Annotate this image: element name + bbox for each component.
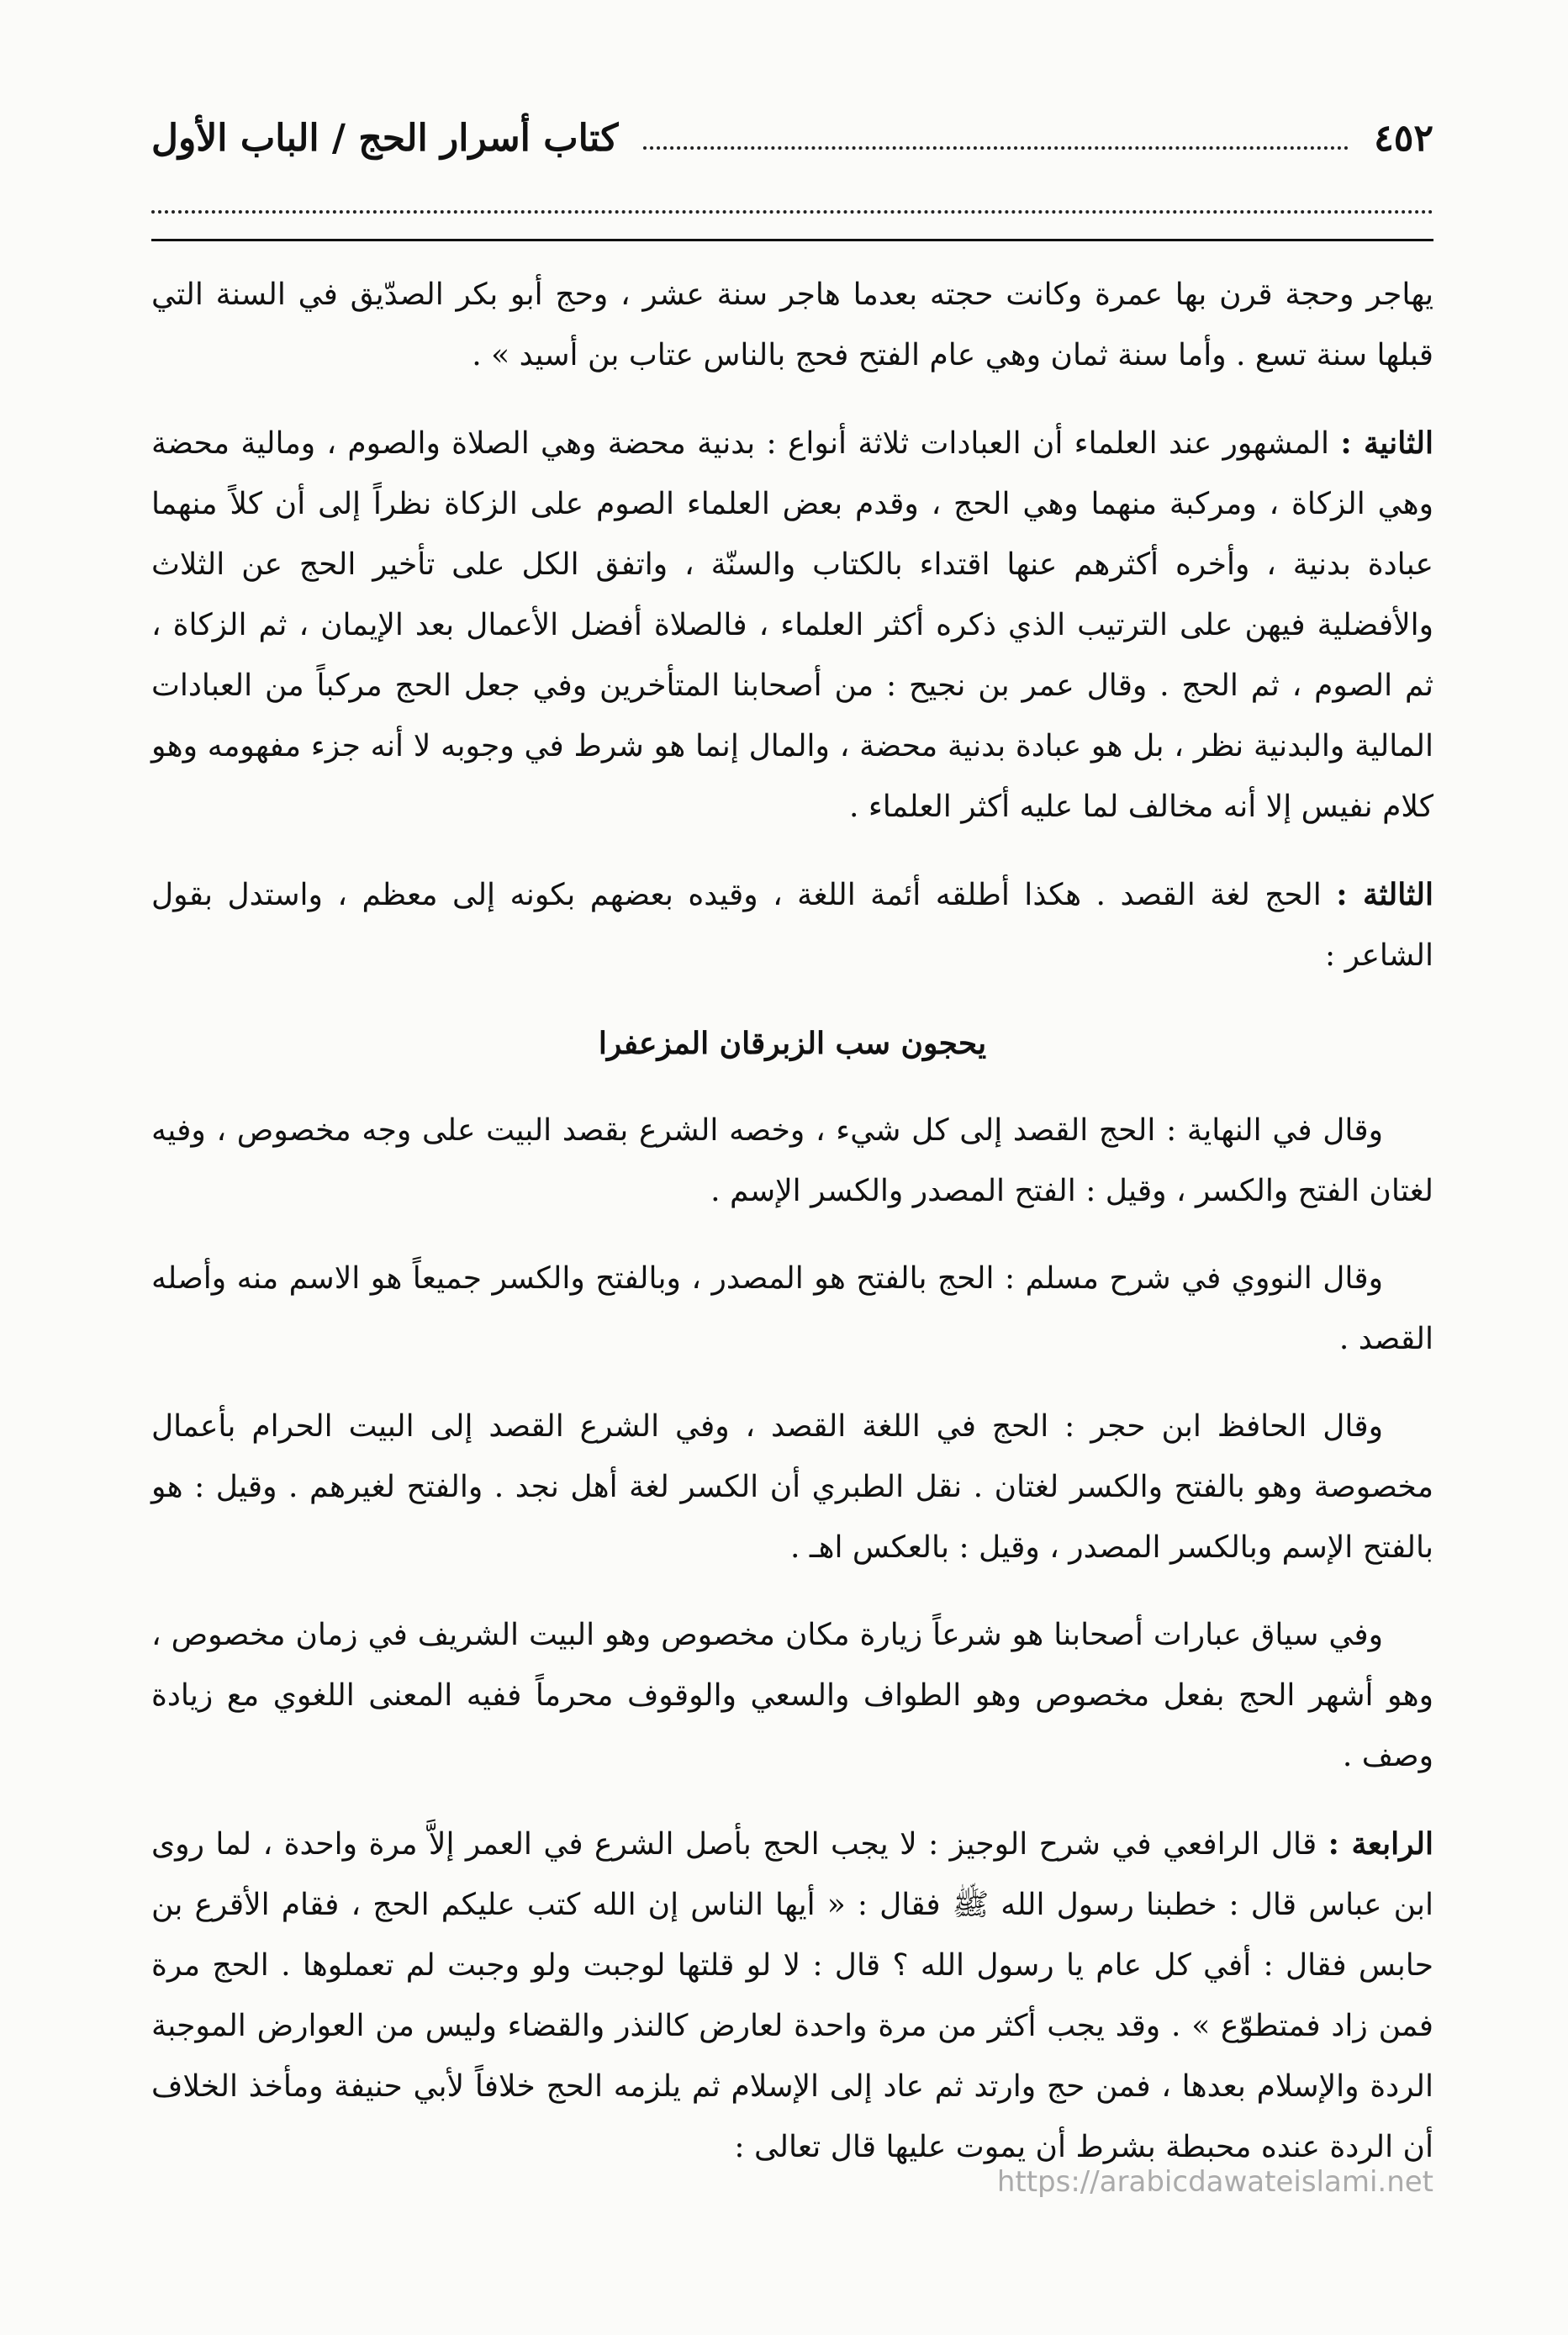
header-dot-leader <box>643 146 1349 150</box>
page-number: ٤٥٢ <box>1374 117 1433 160</box>
running-title: كتاب أسرار الحج / الباب الأول <box>151 117 619 160</box>
section-lead-third: الثالثة : <box>1336 877 1433 912</box>
header-rule <box>151 239 1433 241</box>
paragraph-nawawi: وقال النووي في شرح مسلم : الحج بالفتح هو المصدر ، وبالفتح والكسر جميعاً هو الاسم منه وأصله القصد . <box>151 1261 1433 1356</box>
paragraph-fourth <box>151 1814 1433 2178</box>
paragraph-ashab: وفي سياق عبارات أصحابنا هو شرعاً زيارة مكان مخصوص وهو البيت الشريف في زمان مخصوص ، وهو أشهر الحج بفعل مخصوص وهو الطواف والسعي والوقوف محرماً ففيه المعنى اللغوي مع زيادة وصف . <box>151 1618 1433 1773</box>
paragraph-third-text: الحج لغة القصد . هكذا أطلقه أئمة اللغة ، وقيده بعضهم بكونه إلى معظم ، واستدل بقول الشاعر : <box>151 878 1433 973</box>
paragraph-second-text: المشهور عند العلماء أن العبادات ثلاثة أنواع : بدنية محضة وهي الصلاة والصوم ، ومالية محضة وهي الزكاة ، ومركبة منهما وهي الحج ، وقدم بعض العلماء الصوم على الزكاة نظراً إلى أن كلاً منهما عبادة بدنية ، وأخره أكثرهم عنها اقتداء بالكتاب والسنّة ، واتفق الكل على تأخير الحج عن الثلاث والأفضلية فيهن على الترتيب الذي ذكره أكثر العلماء ، فالصلاة أفضل الأعمال بعد الإيمان ، ثم الزكاة ، ثم الصوم ، ثم الحج . وقال عمر بن نجيح : من أصحابنا المتأخرين وفي جعل الحج مركباً من العبادات المالية والبدنية نظر ، بل هو عبادة بدنية محضة ، والمال إنما هو شرط في وجوبه لا أنه جزء مفهومه وهو كلام نفيس إلا أنه مخالف لما عليه أكثر العلماء . <box>151 426 1433 824</box>
section-lead-fourth: الرابعة : <box>1328 1826 1433 1862</box>
paragraph-continuation: يهاجر وحجة قرن بها عمرة وكانت حجته بعدما هاجر سنة عشر ، وحج أبو بكر الصدّيق في السنة التي قبلها سنة تسع . وأما سنة ثمان وهي عام الفتح فحج بالناس عتاب بن أسيد » . <box>151 277 1433 372</box>
paragraph-third <box>151 864 1433 986</box>
paragraph-fourth-text: قال الرافعي في شرح الوجيز : لا يجب الحج بأصل الشرع في العمر إلاَّ مرة واحدة ، لما روى ابن عباس قال : خطبنا رسول الله ﷺ فقال : « أيها الناس إن الله كتب عليكم الحج ، فقام الأقرع بن حابس فقال : أفي كل عام يا رسول الله ؟ قال : لا لو قلتها لوجبت ولو وجبت لم تعملوها . الحج مرة فمن زاد فمتطوّع » . وقد يجب أكثر من مرة واحدة لعارض كالنذر والقضاء وليس من العوارض الموجبة الردة والإسلام بعدها ، فمن حج وارتد ثم عاد إلى الإسلام ثم يلزمه الحج خلافاً لأبي حنيفة ومأخذ الخلاف أن الردة عنده محبطة بشرط أن يموت عليها قال تعالى : <box>151 1827 1433 2164</box>
section-lead-second: الثانية : <box>1340 425 1433 461</box>
paragraph-second <box>151 413 1433 837</box>
paragraph-ibn-hajar: وقال الحافظ ابن حجر : الحج في اللغة القصد ، وفي الشرع القصد إلى البيت الحرام بأعمال مخصوصة وهو بالفتح والكسر لغتان . نقل الطبري أن الكسر لغة أهل نجد . والفتح لغيرهم . وقيل : هو بالفتح الإسم وبالكسر المصدر ، وقيل : بالعكس اهـ . <box>151 1409 1433 1565</box>
body-text <box>151 265 1433 2178</box>
watermark-url: https://arabicdawateislami.net <box>996 2165 1433 2199</box>
page-header <box>151 84 1433 160</box>
dotted-divider <box>151 210 1433 214</box>
book-page <box>151 84 1433 2205</box>
poetry-verse: يحجون سب الزبرقان المزعفرا <box>598 1026 987 1061</box>
paragraph-nihaya: وقال في النهاية : الحج القصد إلى كل شيء ، وخصه الشرع بقصد البيت على وجه مخصوص ، وفيه لغتان الفتح والكسر ، وقيل : الفتح المصدر والكسر الإسم . <box>151 1113 1433 1208</box>
